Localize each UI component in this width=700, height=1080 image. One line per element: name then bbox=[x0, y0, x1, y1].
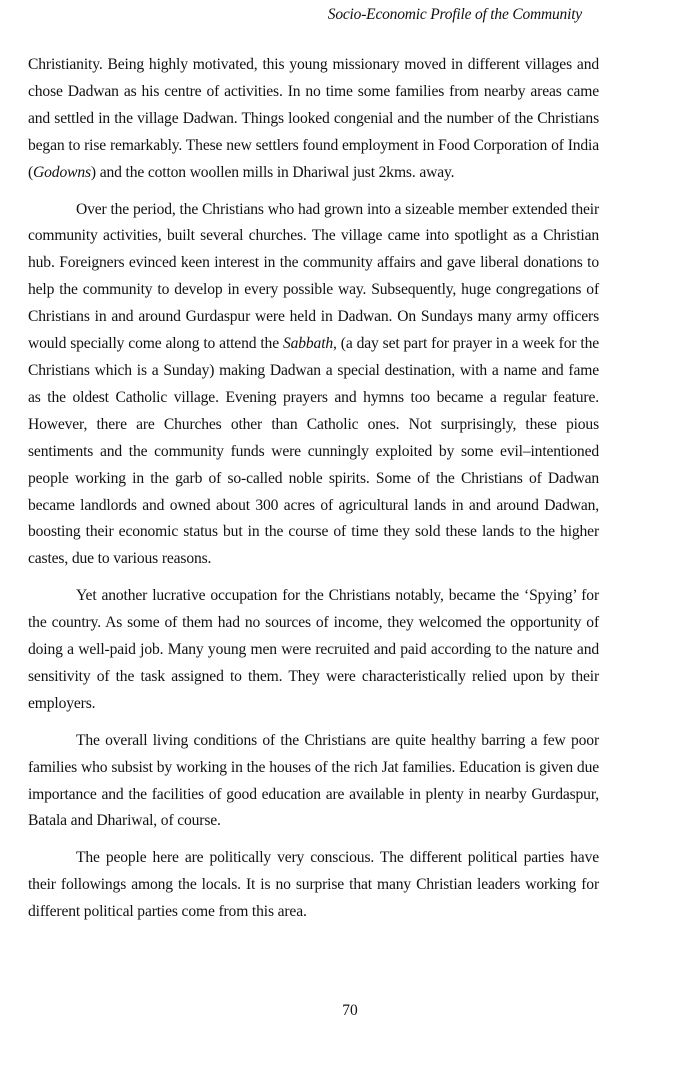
body-text bbox=[28, 52, 599, 936]
paragraph-3: Yet another lucrative occupation for the Christians notably, became the ‘Spying’ for the country. As some of them had no sources of income, they welcomed the opportunity of doing a well-paid job. Many young men were recruited and paid according to the nature and sensitivity of the task assigned to them. They were characteristically relied upon by their employers. bbox=[28, 587, 599, 712]
italic-term: Sabbath bbox=[282, 335, 334, 353]
italic-term: Godowns bbox=[33, 163, 91, 181]
running-header: Socio-Economic Profile of the Community bbox=[327, 6, 582, 23]
paragraph-1: Christianity. Being highly motivated, this young missionary moved in different villages and chose Dadwan as his centre of activities. In no time some families from nearby areas came and settled in the village Dadwan. Things looked congenial and the number of the Christians began to rise remarkably. These new settlers found employment in Food Corporation of India (Godowns) and the cotton woollen mills in Dhariwal just 2kms. away. bbox=[28, 56, 599, 181]
page-number: 70 bbox=[342, 1002, 358, 1019]
paragraph-2: Over the period, the Christians who had grown into a sizeable member extended their community activities, built several churches. The village came into spotlight as a Christian hub. Foreigners evinced keen interest in the community affairs and gave liberal donations to help the community to develop in every possible way. Subsequently, huge congregations of Christians in and around Gurdaspur were held in Dadwan. On Sundays many army officers would specially come along to attend the Sabbath, (a day set part for prayer in a week for the Christians which is a Sunday) making Dadwan a special destination, with a name and fame as the oldest Catholic village. Evening prayers and hymns too became a regular feature. However, there are Churches other than Catholic ones. Not surprisingly, these pious sentiments and the community funds were cunningly exploited by some evil–intentioned people working in the garb of so-called noble spirits. Some of the Christians of Dadwan became landlords and owned about 300 acres of agricultural lands in and around Dadwan, boosting their economic status but in the course of time they sold these lands to the higher castes, due to various reasons. bbox=[28, 200, 600, 568]
paragraph-5: The people here are politically very conscious. The different political parties have their followings among the locals. It is no surprise that many Christian leaders working for different political parties come from this area. bbox=[28, 849, 599, 921]
paragraph-4: The overall living conditions of the Christians are quite healthy barring a few poor families who subsist by working in the houses of the rich Jat families. Education is given due importance and the facilities of good education are available in plenty in nearby Gurdaspur, Batala and Dhariwal, of course. bbox=[28, 731, 599, 830]
